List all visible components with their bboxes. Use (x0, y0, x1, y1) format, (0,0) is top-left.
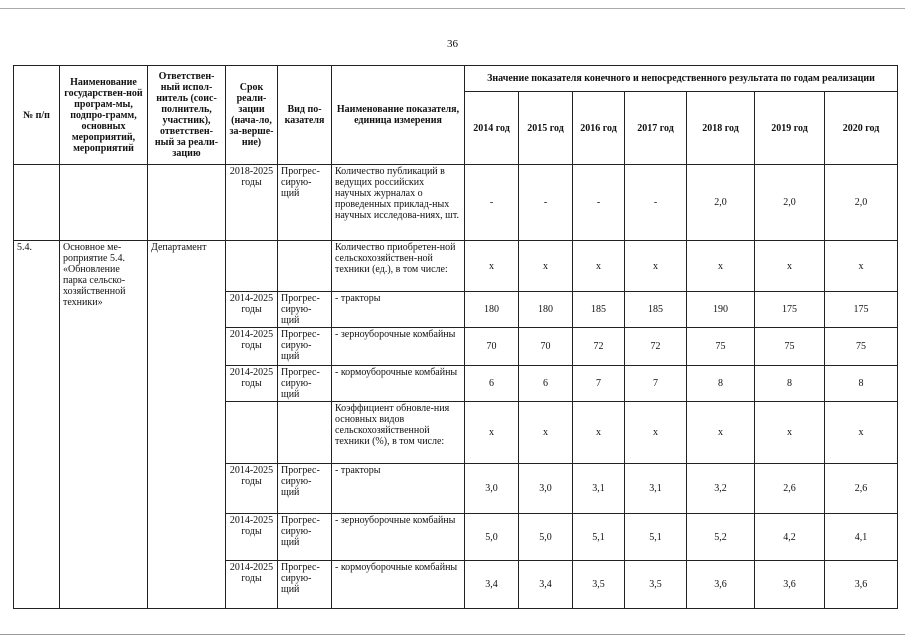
header-indicator-name: Наименование показателя, единица измерения (332, 66, 465, 165)
cell-indicator-name: Коэффициент обновле-ния основных видов сельскохозяйственной техники (%), в том числе: (332, 402, 465, 464)
cell-value-2020: 3,6 (825, 561, 898, 609)
cell-value-2014: - (465, 165, 519, 241)
cell-value-2017: 5,1 (625, 514, 687, 561)
cell-value-2020: 2,6 (825, 464, 898, 514)
cell-term: 2018-2025 годы (226, 165, 278, 241)
cell-value-2018: 5,2 (687, 514, 755, 561)
cell-term: 2014-2025 годы (226, 464, 278, 514)
cell-value-2016: 5,1 (573, 514, 625, 561)
cell-value-2017: - (625, 165, 687, 241)
cell-value-2019: 4,2 (755, 514, 825, 561)
cell-indicator-name: Количество публикаций в ведущих российских научных журналах о проведенных приклад-ных научных исследова-ниях, шт. (332, 165, 465, 241)
bottom-scan-edge (0, 634, 905, 635)
header-indicator-type: Вид по-казателя (278, 66, 332, 165)
cell-value-2014: 6 (465, 366, 519, 402)
cell-value-2020: 4,1 (825, 514, 898, 561)
cell-term (226, 402, 278, 464)
cell-term: 2014-2025 годы (226, 366, 278, 402)
cell-name (60, 165, 148, 241)
cell-value-2017: х (625, 241, 687, 292)
cell-value-2015: 3,0 (519, 464, 573, 514)
header-responsible: Ответствен-ный испол-нитель (соис-полнитель, участник), ответствен-ный за реали-зацию (148, 66, 226, 165)
cell-name: Основное ме-роприятие 5.4. «Обновление парка сельско-хозяйственной техники» (60, 241, 148, 609)
cell-value-2018: 3,6 (687, 561, 755, 609)
header-year-2: 2016 год (573, 92, 625, 165)
cell-value-2019: 2,6 (755, 464, 825, 514)
cell-value-2015: 70 (519, 328, 573, 366)
cell-indicator-name: Количество приобретен-ной сельскохозяйствен-ной техники (ед.), в том числе: (332, 241, 465, 292)
cell-value-2016: - (573, 165, 625, 241)
cell-term: 2014-2025 годы (226, 561, 278, 609)
header-values-group: Значение показателя конечного и непосредственного результата по годам реализации (465, 66, 898, 92)
cell-indicator-type: Прогрес-сирую-щий (278, 165, 332, 241)
header-year-0: 2014 год (465, 92, 519, 165)
cell-value-2014: х (465, 241, 519, 292)
cell-value-2016: 3,5 (573, 561, 625, 609)
cell-value-2017: х (625, 402, 687, 464)
cell-value-2017: 7 (625, 366, 687, 402)
cell-value-2017: 3,5 (625, 561, 687, 609)
cell-value-2015: 5,0 (519, 514, 573, 561)
cell-value-2018: 190 (687, 292, 755, 328)
cell-term (226, 241, 278, 292)
cell-value-2020: 8 (825, 366, 898, 402)
cell-value-2017: 185 (625, 292, 687, 328)
cell-value-2020: 2,0 (825, 165, 898, 241)
cell-value-2018: х (687, 241, 755, 292)
cell-value-2020: х (825, 402, 898, 464)
cell-indicator-name: - зерноуборочные комбайны (332, 514, 465, 561)
cell-indicator-type: Прогрес-сирую-щий (278, 292, 332, 328)
cell-indicator-type: Прогрес-сирую-щий (278, 328, 332, 366)
cell-indicator-name: - кормоуборочные комбайны (332, 366, 465, 402)
cell-value-2017: 3,1 (625, 464, 687, 514)
cell-term: 2014-2025 годы (226, 292, 278, 328)
header-row-1 (14, 66, 898, 92)
cell-value-2018: 75 (687, 328, 755, 366)
page-number: 36 (447, 38, 458, 50)
cell-value-2015: 180 (519, 292, 573, 328)
header-year-5: 2019 год (755, 92, 825, 165)
header-term: Срок реали-зации (нача-ло, за-верше-ние) (226, 66, 278, 165)
cell-value-2016: 7 (573, 366, 625, 402)
cell-value-2018: 2,0 (687, 165, 755, 241)
cell-value-2014: 3,4 (465, 561, 519, 609)
cell-value-2016: х (573, 402, 625, 464)
cell-indicator-type (278, 402, 332, 464)
cell-value-2018: 8 (687, 366, 755, 402)
cell-value-2019: х (755, 402, 825, 464)
cell-value-2016: 185 (573, 292, 625, 328)
cell-term: 2014-2025 годы (226, 328, 278, 366)
cell-indicator-name: - кормоуборочные комбайны (332, 561, 465, 609)
cell-value-2014: 3,0 (465, 464, 519, 514)
cell-value-2019: 3,6 (755, 561, 825, 609)
cell-value-2016: 72 (573, 328, 625, 366)
cell-value-2015: х (519, 402, 573, 464)
cell-value-2015: - (519, 165, 573, 241)
top-scan-edge (0, 8, 905, 9)
cell-value-2015: 6 (519, 366, 573, 402)
header-num: № п/п (14, 66, 60, 165)
cell-value-2019: 8 (755, 366, 825, 402)
table-body (14, 165, 898, 609)
cell-term: 2014-2025 годы (226, 514, 278, 561)
cell-indicator-type (278, 241, 332, 292)
cell-value-2016: х (573, 241, 625, 292)
header-year-6: 2020 год (825, 92, 898, 165)
cell-value-2015: х (519, 241, 573, 292)
cell-indicator-type: Прогрес-сирую-щий (278, 366, 332, 402)
indicator-table (13, 65, 898, 609)
cell-indicator-name: - зерноуборочные комбайны (332, 328, 465, 366)
cell-value-2019: 175 (755, 292, 825, 328)
cell-responsible: Департамент (148, 241, 226, 609)
cell-value-2020: х (825, 241, 898, 292)
cell-responsible (148, 165, 226, 241)
cell-value-2020: 175 (825, 292, 898, 328)
cell-value-2019: 2,0 (755, 165, 825, 241)
header-year-1: 2015 год (519, 92, 573, 165)
cell-value-2019: 75 (755, 328, 825, 366)
cell-value-2020: 75 (825, 328, 898, 366)
cell-value-2014: 180 (465, 292, 519, 328)
cell-num: 5.4. (14, 241, 60, 609)
cell-value-2014: х (465, 402, 519, 464)
cell-value-2018: 3,2 (687, 464, 755, 514)
cell-num (14, 165, 60, 241)
cell-value-2017: 72 (625, 328, 687, 366)
table-row (14, 241, 898, 292)
header-year-4: 2018 год (687, 92, 755, 165)
header-year-3: 2017 год (625, 92, 687, 165)
cell-value-2016: 3,1 (573, 464, 625, 514)
cell-indicator-type: Прогрес-сирую-щий (278, 464, 332, 514)
cell-value-2014: 70 (465, 328, 519, 366)
cell-indicator-name: - тракторы (332, 292, 465, 328)
cell-value-2018: х (687, 402, 755, 464)
cell-indicator-name: - тракторы (332, 464, 465, 514)
cell-indicator-type: Прогрес-сирую-щий (278, 514, 332, 561)
cell-indicator-type: Прогрес-сирую-щий (278, 561, 332, 609)
cell-value-2015: 3,4 (519, 561, 573, 609)
cell-value-2019: х (755, 241, 825, 292)
table-row (14, 165, 898, 241)
cell-value-2014: 5,0 (465, 514, 519, 561)
header-name: Наименование государствен-ной програм-мы, подпро-грамм, основных мероприятий, мероприятий (60, 66, 148, 165)
